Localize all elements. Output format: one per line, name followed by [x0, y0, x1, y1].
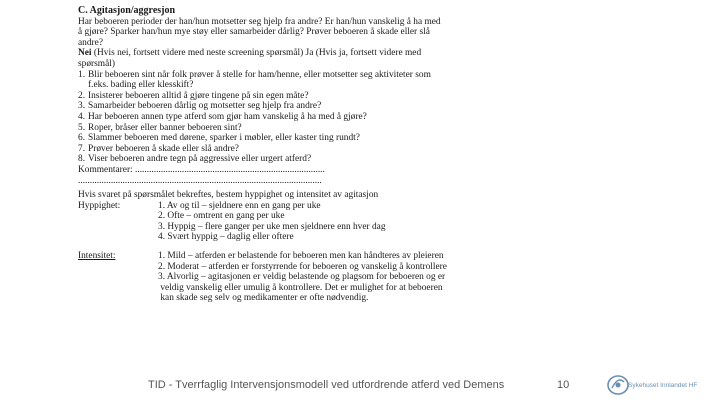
- frequency-row: [78, 232, 548, 243]
- intensity-row: [78, 293, 548, 304]
- comments-line-2: ........................................................................................................: [78, 175, 322, 186]
- answer-instructions: (Hvis nei, fortsett videre med neste screening spørsmål) Ja (Hvis ja, fortsett videre med: [93, 48, 422, 59]
- frequency-row: [78, 201, 548, 212]
- logo-text: Sykehuset Innlandet HF: [628, 382, 698, 389]
- list-item: 6. Slammer beboeren med dørene, sparker i møbler, eller kaster ting rundt?: [78, 133, 360, 144]
- intensity-row: [78, 283, 548, 294]
- comments-line: [78, 165, 548, 176]
- frequency-option: 2. Ofte – omtrent en gang per uke: [158, 211, 285, 222]
- intensity-row: [78, 251, 548, 262]
- question-line: andre?: [78, 37, 103, 48]
- footer-text: TID - Tverrfaglig Intervensjonsmodell ved utfordrende atferd ved Demens: [148, 379, 505, 391]
- frequency-option: 1. Av og til – sjeldnere enn en gang per uke: [158, 200, 321, 211]
- frequency-option: 3. Hyppig – flere ganger per uke men sjeldnere enn hver dag: [158, 221, 386, 232]
- answer-line-continuation: spørsmål): [78, 58, 115, 69]
- frequency-row: [78, 211, 548, 222]
- page-number: 10: [557, 379, 570, 391]
- intensity-row: [78, 262, 548, 273]
- comments-dots: .................................................................................: [135, 164, 325, 175]
- intensity-option: 2. Moderat – atferden er forstyrrende for beboeren og vanskelig å kontrollere: [158, 261, 447, 272]
- comments-label: Kommentarer:: [78, 164, 133, 175]
- intensity-option: kan skade seg selv og medikamenter er ofte nødvendig.: [158, 293, 369, 304]
- frequency-label: Hyppighet:: [78, 200, 121, 211]
- intensity-row: [78, 272, 548, 283]
- answer-line: [78, 48, 548, 59]
- list-item: 4. Har beboeren annen type atferd som gjør ham vanskelig å ha med å gjøre?: [78, 111, 367, 122]
- section-heading: C. Agitasjon/aggresjon: [78, 6, 176, 16]
- frequency-option: 4. Svært hyppig – daglig eller oftere: [158, 232, 294, 243]
- question-line: Har beboeren perioder der han/hun motsetter seg hjelp fra andre? Er han/hun vanskelig å ha med: [78, 16, 441, 27]
- question-line: å gjøre? Sparker han/hun mye støy eller samarbeider dårlig? Prøver beboeren å skade eller slå: [78, 27, 430, 38]
- answer-no-label: Nei: [78, 48, 92, 59]
- list-item: 2. Insisterer beboeren alltid å gjøre tingene på sin egen måte?: [78, 90, 309, 101]
- intensity-option: 1. Mild – atferden er belastende for beboeren men kan håndteres av pleieren: [158, 251, 444, 262]
- intensity-option: 3. Alvorlig – agitasjonen er veldig belastende og plagsom for beboeren og er: [158, 272, 446, 283]
- confirm-line: Hvis svaret på spørsmålet bekreftes, bestem hyppighet og intensitet av agitasjon: [78, 190, 379, 201]
- frequency-row: [78, 222, 548, 233]
- list-item: 1. Blir beboeren sint når folk prøver å stelle for ham/henne, eller motsetter seg aktiviteter som: [78, 69, 431, 80]
- intensity-label: Intensitet:: [78, 251, 116, 262]
- intensity-option: veldig vanskelig eller umulig å kontrollere. Det er mulighet for at beboeren: [158, 282, 443, 293]
- document-page: [78, 6, 548, 304]
- list-item: f.eks. bading eller klesskift?: [88, 80, 194, 91]
- list-item: 8. Viser beboeren andre tegn på aggressive eller urgert atferd?: [78, 154, 312, 165]
- list-item: 3. Samarbeider beboeren dårlig og motsetter seg hjelp fra andre?: [78, 101, 322, 112]
- list-item: 5. Roper, bråser eller banner beboeren sint?: [78, 122, 242, 133]
- list-item: 7. Prøver beboeren å skade eller slå andre?: [78, 143, 239, 154]
